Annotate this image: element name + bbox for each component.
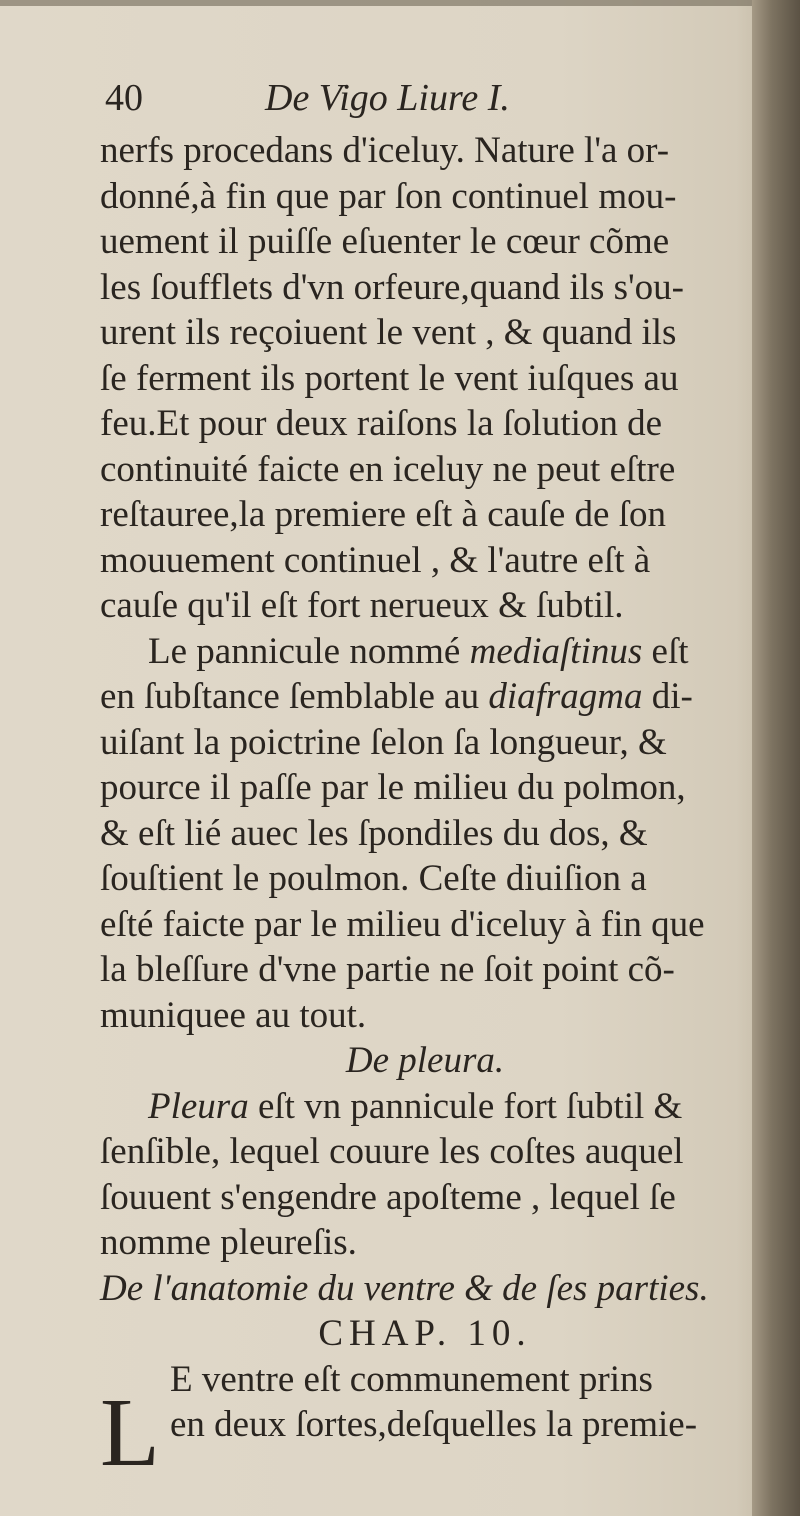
text-line: muniquee au tout. [100,994,367,1036]
term-pleura: Pleura [148,1085,249,1127]
text-line: cauſe qu'il eſt fort nerueux & ſubtil. [100,585,624,626]
text-line: ſouſtient le poulmon. Ceſte diuiſion a [100,858,647,899]
text-line: en deux ſortes,deſquelles la premie- [170,1404,698,1445]
chapter-heading: CHAP. 10. [318,1313,532,1354]
binding-gutter [752,0,800,1516]
text-line: & eſt lié auec les ſpondiles du dos, & [100,812,648,854]
section-heading-pleura: De pleura. [345,1040,505,1081]
section-heading-ventre: De l'anatomie du ventre & de ſes parties. [100,1267,709,1309]
text-line: nomme pleureſis. [100,1222,357,1263]
paragraph-start [100,1084,750,1130]
text-line: ſe ferment ils portent le vent iuſques au [100,357,679,399]
text-line: la bleſſure d'vne partie ne ſoit point cõ- [100,949,675,990]
text-line: uiſant la poictrine ſelon ſa longueur, & [100,721,667,763]
text-line: mouuement continuel , & l'autre eſt à [100,539,651,581]
drop-capital: L [100,1379,160,1487]
text-line: eſté faicte par le milieu d'iceluy à fin que [100,903,705,945]
text-line [100,674,750,720]
text-run: di- [642,676,693,717]
text-line: urent ils reçoiuent le vent , & quand ils [100,312,677,353]
text-line: ſouuent s'engendre apoſteme , lequel ſe [100,1176,676,1218]
paragraph-start [100,629,750,675]
running-header [105,72,745,124]
term-diafragma: diafragma [488,676,643,717]
text-line: continuité faicte en iceluy ne peut eſtre [100,448,676,490]
text-line: reſtauree,la premiere eſt à cauſe de ſon [100,494,666,535]
text-line: pource il paſſe par le milieu du polmon, [100,767,686,808]
text-run: eſt vn pannicule fort ſubtil & [248,1085,683,1127]
body-text [100,128,750,1448]
page-number: 40 [105,77,143,119]
text-line: nerfs procedans d'iceluy. Nature l'a or- [100,130,670,171]
text-line: ſenſible, lequel couure les coſtes auquel [100,1131,684,1172]
text-line: feu.Et pour deux raiſons la ſolution de [100,403,663,444]
running-title: De Vigo Liure I. [265,77,510,119]
text-line: les ſoufflets d'vn orfeure,quand ils s'ou- [100,266,684,308]
text-run: eſt [642,630,689,672]
text-line: donné,à fin que par ſon continuel mou- [100,175,677,217]
text-line: uement il puiſſe eſuenter le cœur cõme [100,221,670,262]
text-run: Le pannicule nommé [148,630,470,672]
text-run: en ſubſtance ſemblable au [100,676,489,717]
text-line: E ventre eſt communement prins [170,1358,653,1400]
top-edge [0,0,770,6]
term-mediastinus: mediaſtinus [469,630,643,672]
